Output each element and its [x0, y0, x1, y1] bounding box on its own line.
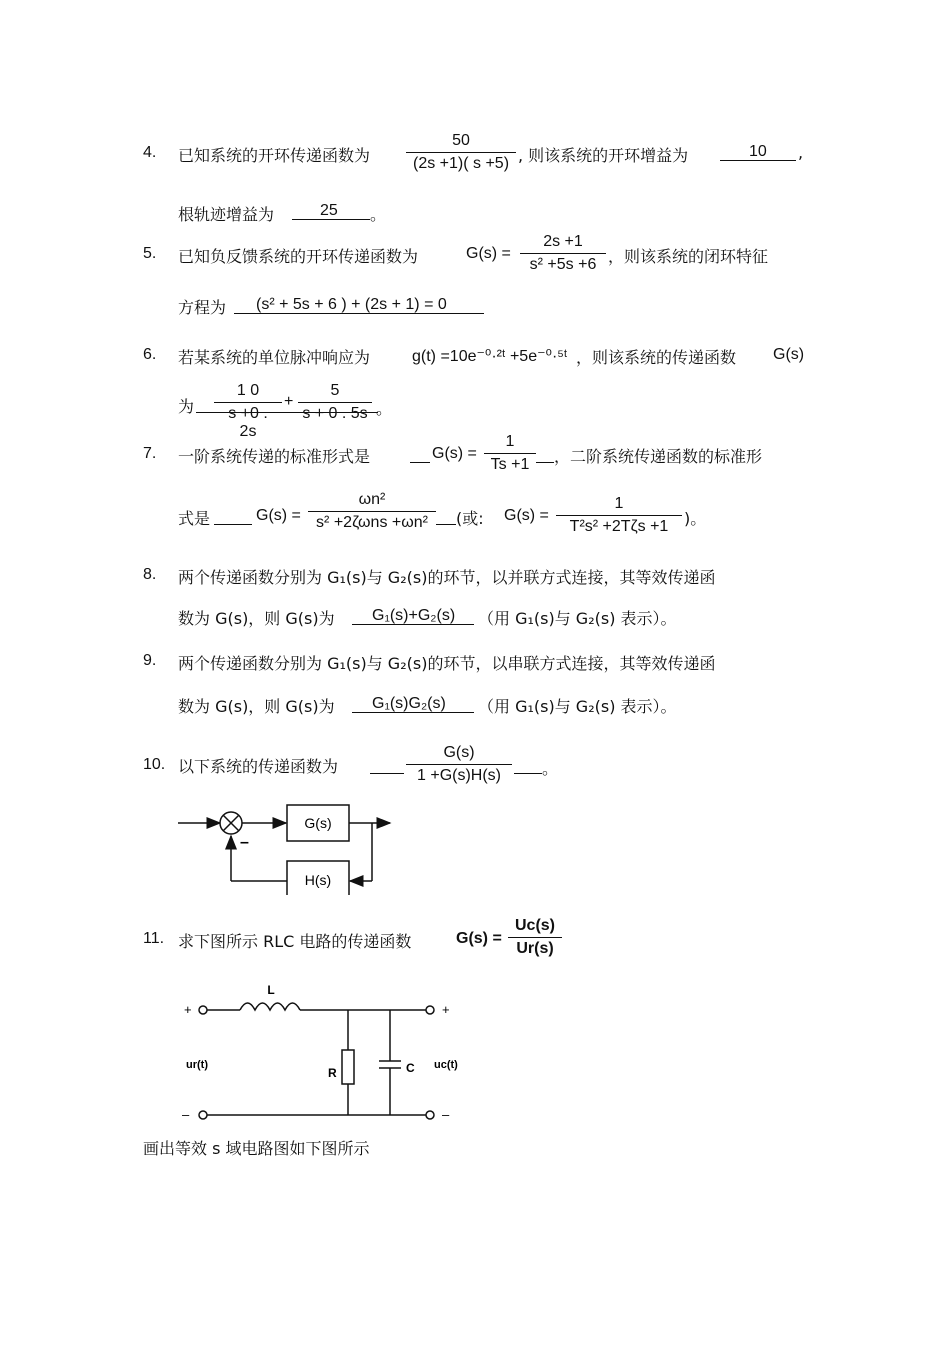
output-plus-sign: +: [442, 1002, 450, 1017]
input-voltage-label: ur(t): [186, 1059, 208, 1071]
q7-fraction-1: [484, 433, 536, 474]
input-plus-sign: +: [184, 1002, 192, 1017]
q4-text3: 根轨迹增益为: [178, 205, 275, 224]
q11-number: 11.: [143, 930, 165, 947]
feedback-minus-sign: –: [240, 834, 249, 851]
q11-frac-num: Uc(s): [514, 917, 555, 934]
q4-text2: , 则该系统的开环增益为: [518, 146, 689, 165]
q7-text2: ，二阶系统传递函数的标准形: [554, 447, 763, 466]
q7-text: 一阶系统传递的标准形式是: [178, 447, 371, 466]
q11-text: 求下图所示 RLC 电路的传递函数: [178, 932, 412, 951]
q6-plus: +: [284, 393, 294, 410]
output-voltage-label: uc(t): [434, 1059, 458, 1071]
q7-f2-den: s² +2ζωns +ωn²: [316, 514, 428, 531]
q5-frac-num: 2s +1: [543, 233, 583, 250]
q10-fraction: [406, 744, 512, 785]
q9-answer: G₁(s)G₂(s): [372, 695, 446, 712]
q7-alt: (或:: [456, 509, 484, 528]
output-minus-sign: –: [442, 1107, 450, 1122]
q9-line1: 两个传递函数分别为 G₁(s)与 G₂(s)的环节，以串联方式连接，其等效传递函: [178, 654, 716, 673]
q5-gs: G(s) =: [466, 245, 511, 262]
q7-fraction-2: [308, 491, 436, 532]
resistor-label: R: [328, 1066, 337, 1080]
q8-number: 8.: [143, 566, 157, 583]
q10-frac-den: 1 +G(s)H(s): [417, 767, 501, 784]
q11-gs: G(s) =: [456, 930, 502, 947]
capacitor-label: C: [406, 1061, 415, 1075]
q6-fraction-1: [214, 382, 282, 441]
q7-text3: 式是: [178, 509, 211, 528]
q6-f2-den: s + 0 . 5s: [302, 405, 368, 422]
q4-answer2: 25: [320, 202, 338, 219]
q8-line1: 两个传递函数分别为 G₁(s)与 G₂(s)的环节，以并联方式连接，其等效传递函: [178, 568, 716, 587]
q4-text: 已知系统的开环传递函数为: [178, 146, 371, 165]
q7-f2-num: ωn²: [358, 491, 386, 508]
q5-text3: 方程为: [178, 298, 227, 317]
footer-text: 画出等效 s 域电路图如下图所示: [143, 1139, 370, 1158]
inductor-label: L: [267, 983, 275, 997]
q7-f3-den: T²s² +2Tζs +1: [569, 518, 669, 535]
q7-fraction-3: [556, 495, 682, 536]
q4-fraction: [406, 132, 516, 173]
q6-gs: G(s): [773, 346, 805, 363]
q7-end: )。: [684, 509, 707, 528]
q4-frac-den: (2s +1)( s +5): [412, 155, 510, 172]
q11-frac-den: Ur(s): [516, 940, 554, 957]
q10-text: 以下系统的传递函数为: [178, 757, 339, 776]
q9-line2b: （用 G₁(s)与 G₂(s) 表示）。: [478, 697, 677, 716]
q4-comma: ,: [798, 143, 804, 162]
inductor: [240, 1003, 300, 1010]
q10-number: 10.: [143, 756, 166, 773]
q5-text: 已知负反馈系统的开环传递函数为: [178, 247, 419, 266]
h-block-label: H(s): [304, 872, 332, 888]
q5-text2: ，则该系统的闭环特征: [608, 247, 769, 266]
input-minus-sign: –: [182, 1107, 190, 1122]
q7-f3-num: 1: [614, 495, 624, 512]
q7-gs1: G(s) =: [432, 445, 477, 462]
q6-f2-num: 5: [330, 382, 340, 399]
q7-f1-num: 1: [505, 433, 515, 450]
feedback-block-diagram: [170, 795, 410, 895]
q4-frac-num: 50: [452, 132, 470, 149]
q6-f1-den: s +0 . 2s: [228, 405, 268, 440]
q7-number: 7.: [143, 445, 157, 462]
q5-frac-den: s² +5s +6: [529, 256, 597, 273]
q5-answer: (s² + 5s + 6 ) + (2s + 1) = 0: [256, 296, 447, 313]
q8-answer: G₁(s)+G₂(s): [372, 607, 456, 624]
q8-line2a: 数为 G(s)，则 G(s)为: [178, 609, 335, 628]
q6-fraction-2: [298, 382, 372, 423]
q6-text2: ，则该系统的传递函数: [576, 348, 737, 367]
q4-answer1: 10: [749, 143, 767, 160]
q6-end: 。: [376, 399, 393, 418]
q10-end: 。: [542, 759, 559, 778]
q4-number: 4.: [143, 144, 157, 161]
q4-end: 。: [370, 205, 387, 224]
q5-fraction: [520, 233, 606, 274]
q7-f1-den: Ts +1: [490, 456, 530, 473]
q6-expr: g(t) =10e⁻⁰·²ᵗ +5e⁻⁰·⁵ᵗ: [412, 348, 568, 365]
q9-line2a: 数为 G(s)，则 G(s)为: [178, 697, 335, 716]
q11-fraction: [508, 917, 562, 958]
q6-f1-num: 1 0: [236, 382, 260, 399]
q6-number: 6.: [143, 346, 157, 363]
rlc-circuit-diagram: [170, 980, 470, 1125]
q6-text3: 为: [178, 397, 195, 416]
q10-frac-num: G(s): [443, 744, 475, 761]
q6-text: 若某系统的单位脉冲响应为: [178, 348, 371, 367]
q7-gs3: G(s) =: [504, 507, 549, 524]
q5-number: 5.: [143, 245, 157, 262]
q8-line2b: （用 G₁(s)与 G₂(s) 表示）。: [478, 609, 677, 628]
g-block-label: G(s): [304, 815, 332, 831]
q7-gs2: G(s) =: [256, 507, 301, 524]
q9-number: 9.: [143, 652, 157, 669]
resistor: [342, 1050, 354, 1084]
